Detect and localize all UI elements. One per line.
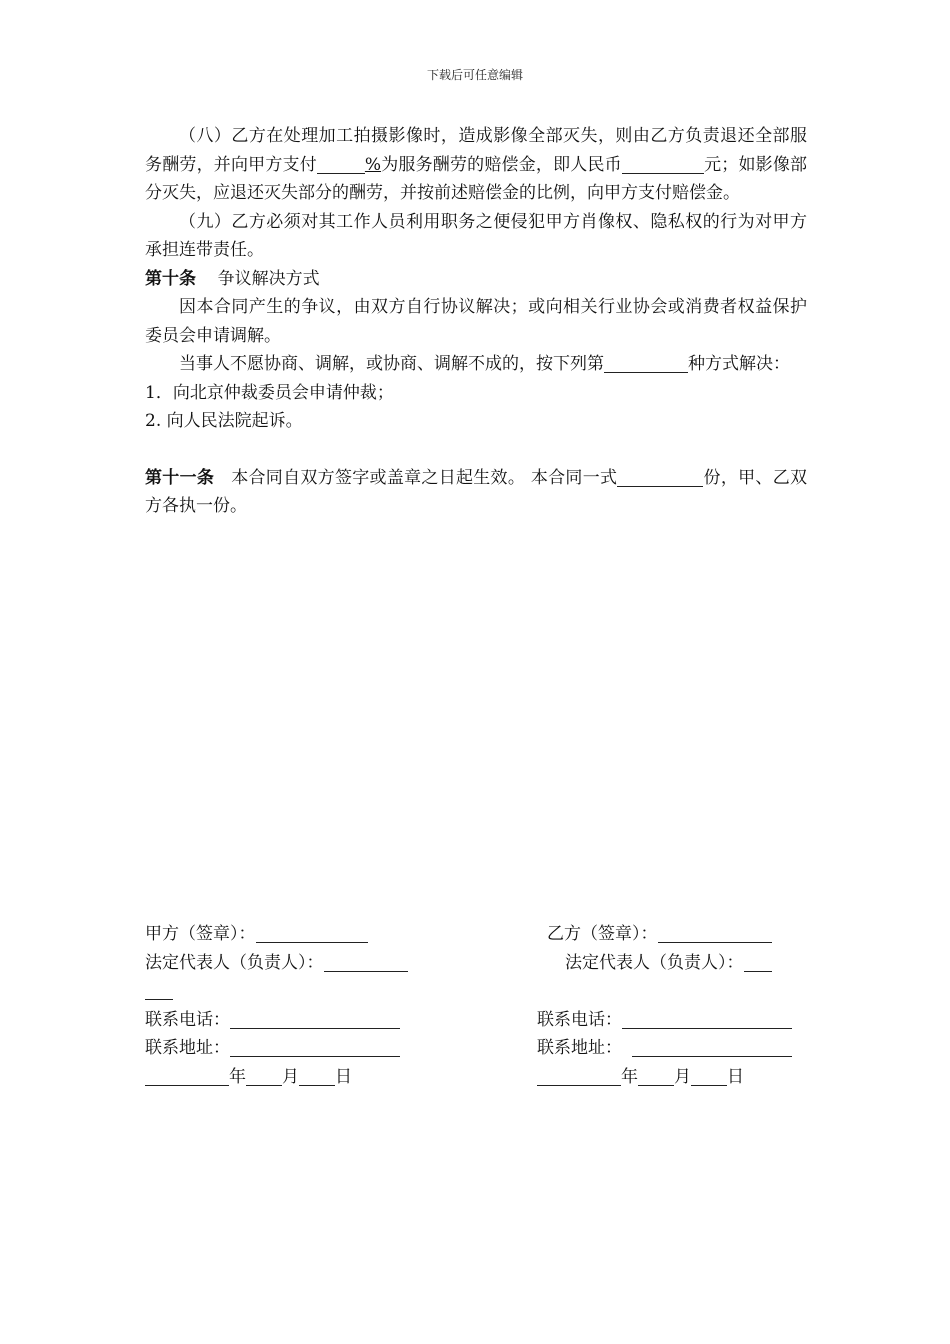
party-a-phone-blank[interactable]	[230, 1011, 400, 1029]
party-a-year-blank[interactable]	[145, 1068, 229, 1086]
party-b-legal-rep-label: 法定代表人（负责人）：	[565, 952, 744, 973]
article-10-subtitle: 争议解决方式	[217, 268, 320, 289]
article-11-title: 第十一条	[145, 467, 215, 488]
party-a-phone-label: 联系电话：	[145, 1009, 230, 1030]
header-note: 下载后可任意编辑	[426, 68, 523, 82]
party-a-legal-rep-blank-cont[interactable]	[145, 982, 173, 1000]
party-a-address-blank[interactable]	[230, 1039, 400, 1057]
party-a-year-label: 年	[229, 1066, 246, 1087]
clause-8	[145, 122, 807, 208]
clause-8-text-a: （八）乙方在处理加工拍摄影像时，造成影像全部灭失，则由乙方负责退还全部服务酬劳，并向甲方支付	[145, 126, 807, 175]
percent-sign: %	[364, 154, 382, 175]
contract-body	[145, 122, 807, 521]
article-10-title: 第十条	[145, 268, 196, 289]
party-b-address-label: 联系地址：	[537, 1038, 622, 1058]
party-a-day-blank[interactable]	[299, 1068, 335, 1086]
party-b-address-blank[interactable]	[632, 1039, 792, 1057]
article-10-text-b: 种方式解决：	[688, 354, 790, 374]
article-10-para-1: 因本合同产生的争议，由双方自行协议解决；或向相关行业协会或消费者权益保护委员会申请调解。	[145, 297, 807, 346]
party-a-legal-rep-blank[interactable]	[324, 954, 408, 972]
clause-9: （九）乙方必须对其工作人员利用职务之便侵犯甲方肖像权、隐私权的行为对甲方承担连带责任。	[145, 211, 807, 260]
party-a-signature-block	[145, 920, 408, 1091]
option-2: 2. 向人民法院起诉。	[145, 411, 303, 431]
party-a-seal-blank[interactable]	[256, 925, 368, 943]
dispute-method-blank[interactable]	[604, 355, 688, 373]
clause-8-text-c: 元；如影像部分灭失，应退还灭失部分的酬劳，并按前述赔偿金的比例，向甲方支付赔偿金。	[145, 154, 808, 203]
party-b-month-blank[interactable]	[638, 1068, 674, 1086]
article-10-text-a: 当事人不愿协商、调解，或协商、调解不成的，按下列第	[179, 354, 604, 374]
party-b-phone-label: 联系电话：	[537, 1009, 622, 1030]
compensation-percent-blank[interactable]	[317, 156, 365, 174]
article-11-text-a: 本合同自双方签字或盖章之日起生效。 本合同一式	[231, 467, 618, 488]
clause-8-text-b: 为服务酬劳的赔偿金，即人民币	[381, 154, 622, 175]
party-b-phone-blank[interactable]	[622, 1011, 792, 1029]
article-10-heading	[145, 265, 807, 294]
party-b-seal-blank[interactable]	[658, 925, 772, 943]
article-10-para-2	[145, 350, 807, 379]
copies-count-blank[interactable]	[617, 469, 703, 487]
party-a-month-label: 月	[282, 1066, 299, 1087]
party-b-month-label: 月	[674, 1066, 691, 1087]
party-b-signature-block	[537, 920, 792, 1091]
party-b-year-label: 年	[621, 1066, 638, 1087]
party-a-legal-rep-label: 法定代表人（负责人）：	[145, 952, 324, 973]
party-a-address-label: 联系地址：	[145, 1038, 230, 1058]
party-b-legal-rep-blank[interactable]	[744, 954, 772, 972]
party-a-day-label: 日	[335, 1066, 352, 1087]
party-b-day-label: 日	[727, 1066, 744, 1087]
party-b-day-blank[interactable]	[691, 1068, 727, 1086]
rmb-amount-blank[interactable]	[622, 156, 704, 174]
article-11-text-b: 份，甲、乙双方各执一份。	[145, 467, 807, 516]
party-a-label: 甲方（签章）：	[145, 924, 256, 944]
party-b-label: 乙方（签章）：	[547, 924, 658, 944]
article-11	[145, 464, 807, 521]
party-b-year-blank[interactable]	[537, 1068, 621, 1086]
party-a-month-blank[interactable]	[246, 1068, 282, 1086]
option-1: 1．向北京仲裁委员会申请仲裁；	[145, 382, 394, 403]
